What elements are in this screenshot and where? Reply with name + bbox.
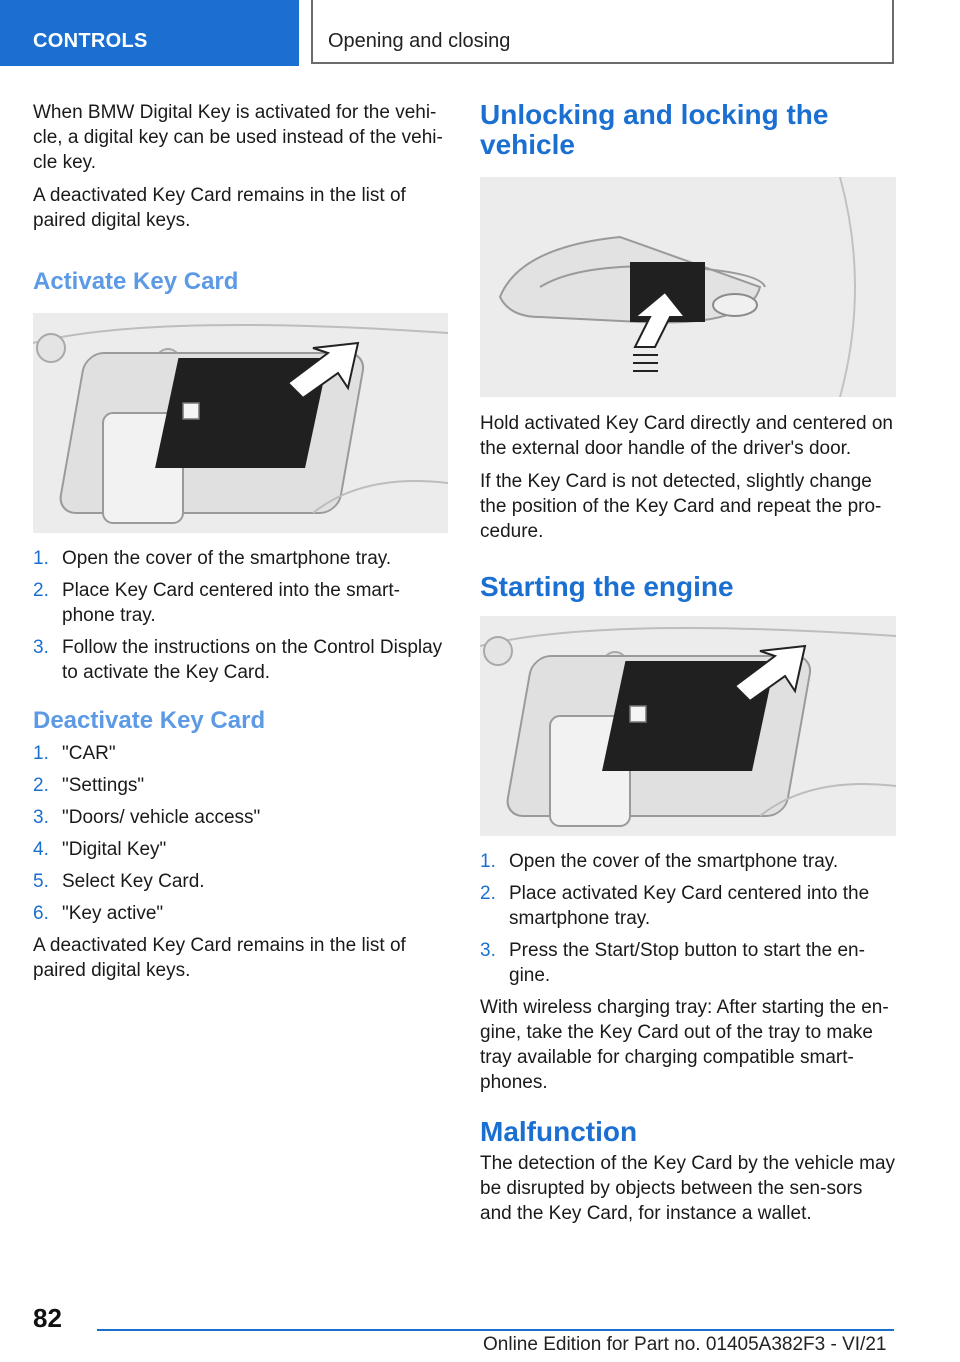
activate-steps [33,546,448,685]
chapter-header [311,0,894,64]
list-item: 2. Place activated Key Card centered into the smartphone tray. [480,883,870,929]
list-item: 2. Place Key Card centered into the smart-phone tray. [33,580,400,626]
list-item: 4. "Digital Key" [33,839,167,860]
malfunction-paragraph: The detection of the Key Card by the vehicle may be disrupted by objects between the sen-sors and the Key Card, for instance a wallet. [480,1153,896,1224]
list-item: 2. "Settings" [33,775,145,796]
door-handle-illustration [480,177,896,397]
list-item: 3. "Doors/ vehicle access" [33,807,261,828]
footer-divider [97,1329,894,1331]
list-item: 3. Follow the instructions on the Control Display to activate the Key Card. [33,637,443,683]
unlock-paragraph-1: Hold activated Key Card directly and centered on the external door handle of the driver's door. [480,413,893,459]
intro-paragraph: When BMW Digital Key is activated for the vehi-cle, a digital key can be used instead of the vehi-cle key. [33,102,443,173]
list-item: 3. Press the Start/Stop button to start the en-gine. [480,940,865,986]
left-column [33,100,448,991]
start-tray-illustration [480,616,896,836]
chapter-title: Opening and closing [328,30,511,52]
deactivate-heading: Deactivate Key Card [33,707,266,734]
list-item: 1. Open the cover of the smartphone tray. [480,851,839,872]
page-number: 82 [33,1303,62,1333]
unlock-paragraph-2: If the Key Card is not detected, slightly change the position of the Key Card and repeat the pro-cedure. [480,471,882,542]
start-paragraph: With wireless charging tray: After starting the en-gine, take the Key Card out of the tray to make tray available for charging compatible smart-phones. [480,997,889,1093]
edition-text: Online Edition for Part no. 01405A382F3 - VI/21 [483,1334,887,1355]
outro-paragraph: A deactivated Key Card remains in the list of paired digital keys. [33,935,406,981]
activate-heading: Activate Key Card [33,268,239,295]
list-item: 6. "Key active" [33,903,164,924]
deactivate-steps [33,741,448,926]
right-column [480,100,896,1234]
list-item: 5. Select Key Card. [33,871,205,892]
start-steps [480,849,896,988]
list-item: 1. "CAR" [33,743,116,764]
malfunction-heading: Malfunction [480,1116,638,1147]
section-title: CONTROLS [33,30,148,52]
unlock-heading: Unlocking and locking the vehicle [480,99,829,160]
start-heading: Starting the engine [480,571,734,602]
smartphone-tray-illustration [33,313,448,533]
section-tab [0,0,299,66]
intro-paragraph-2: A deactivated Key Card remains in the list of paired digital keys. [33,185,406,231]
list-item: 1. Open the cover of the smartphone tray. [33,548,392,569]
